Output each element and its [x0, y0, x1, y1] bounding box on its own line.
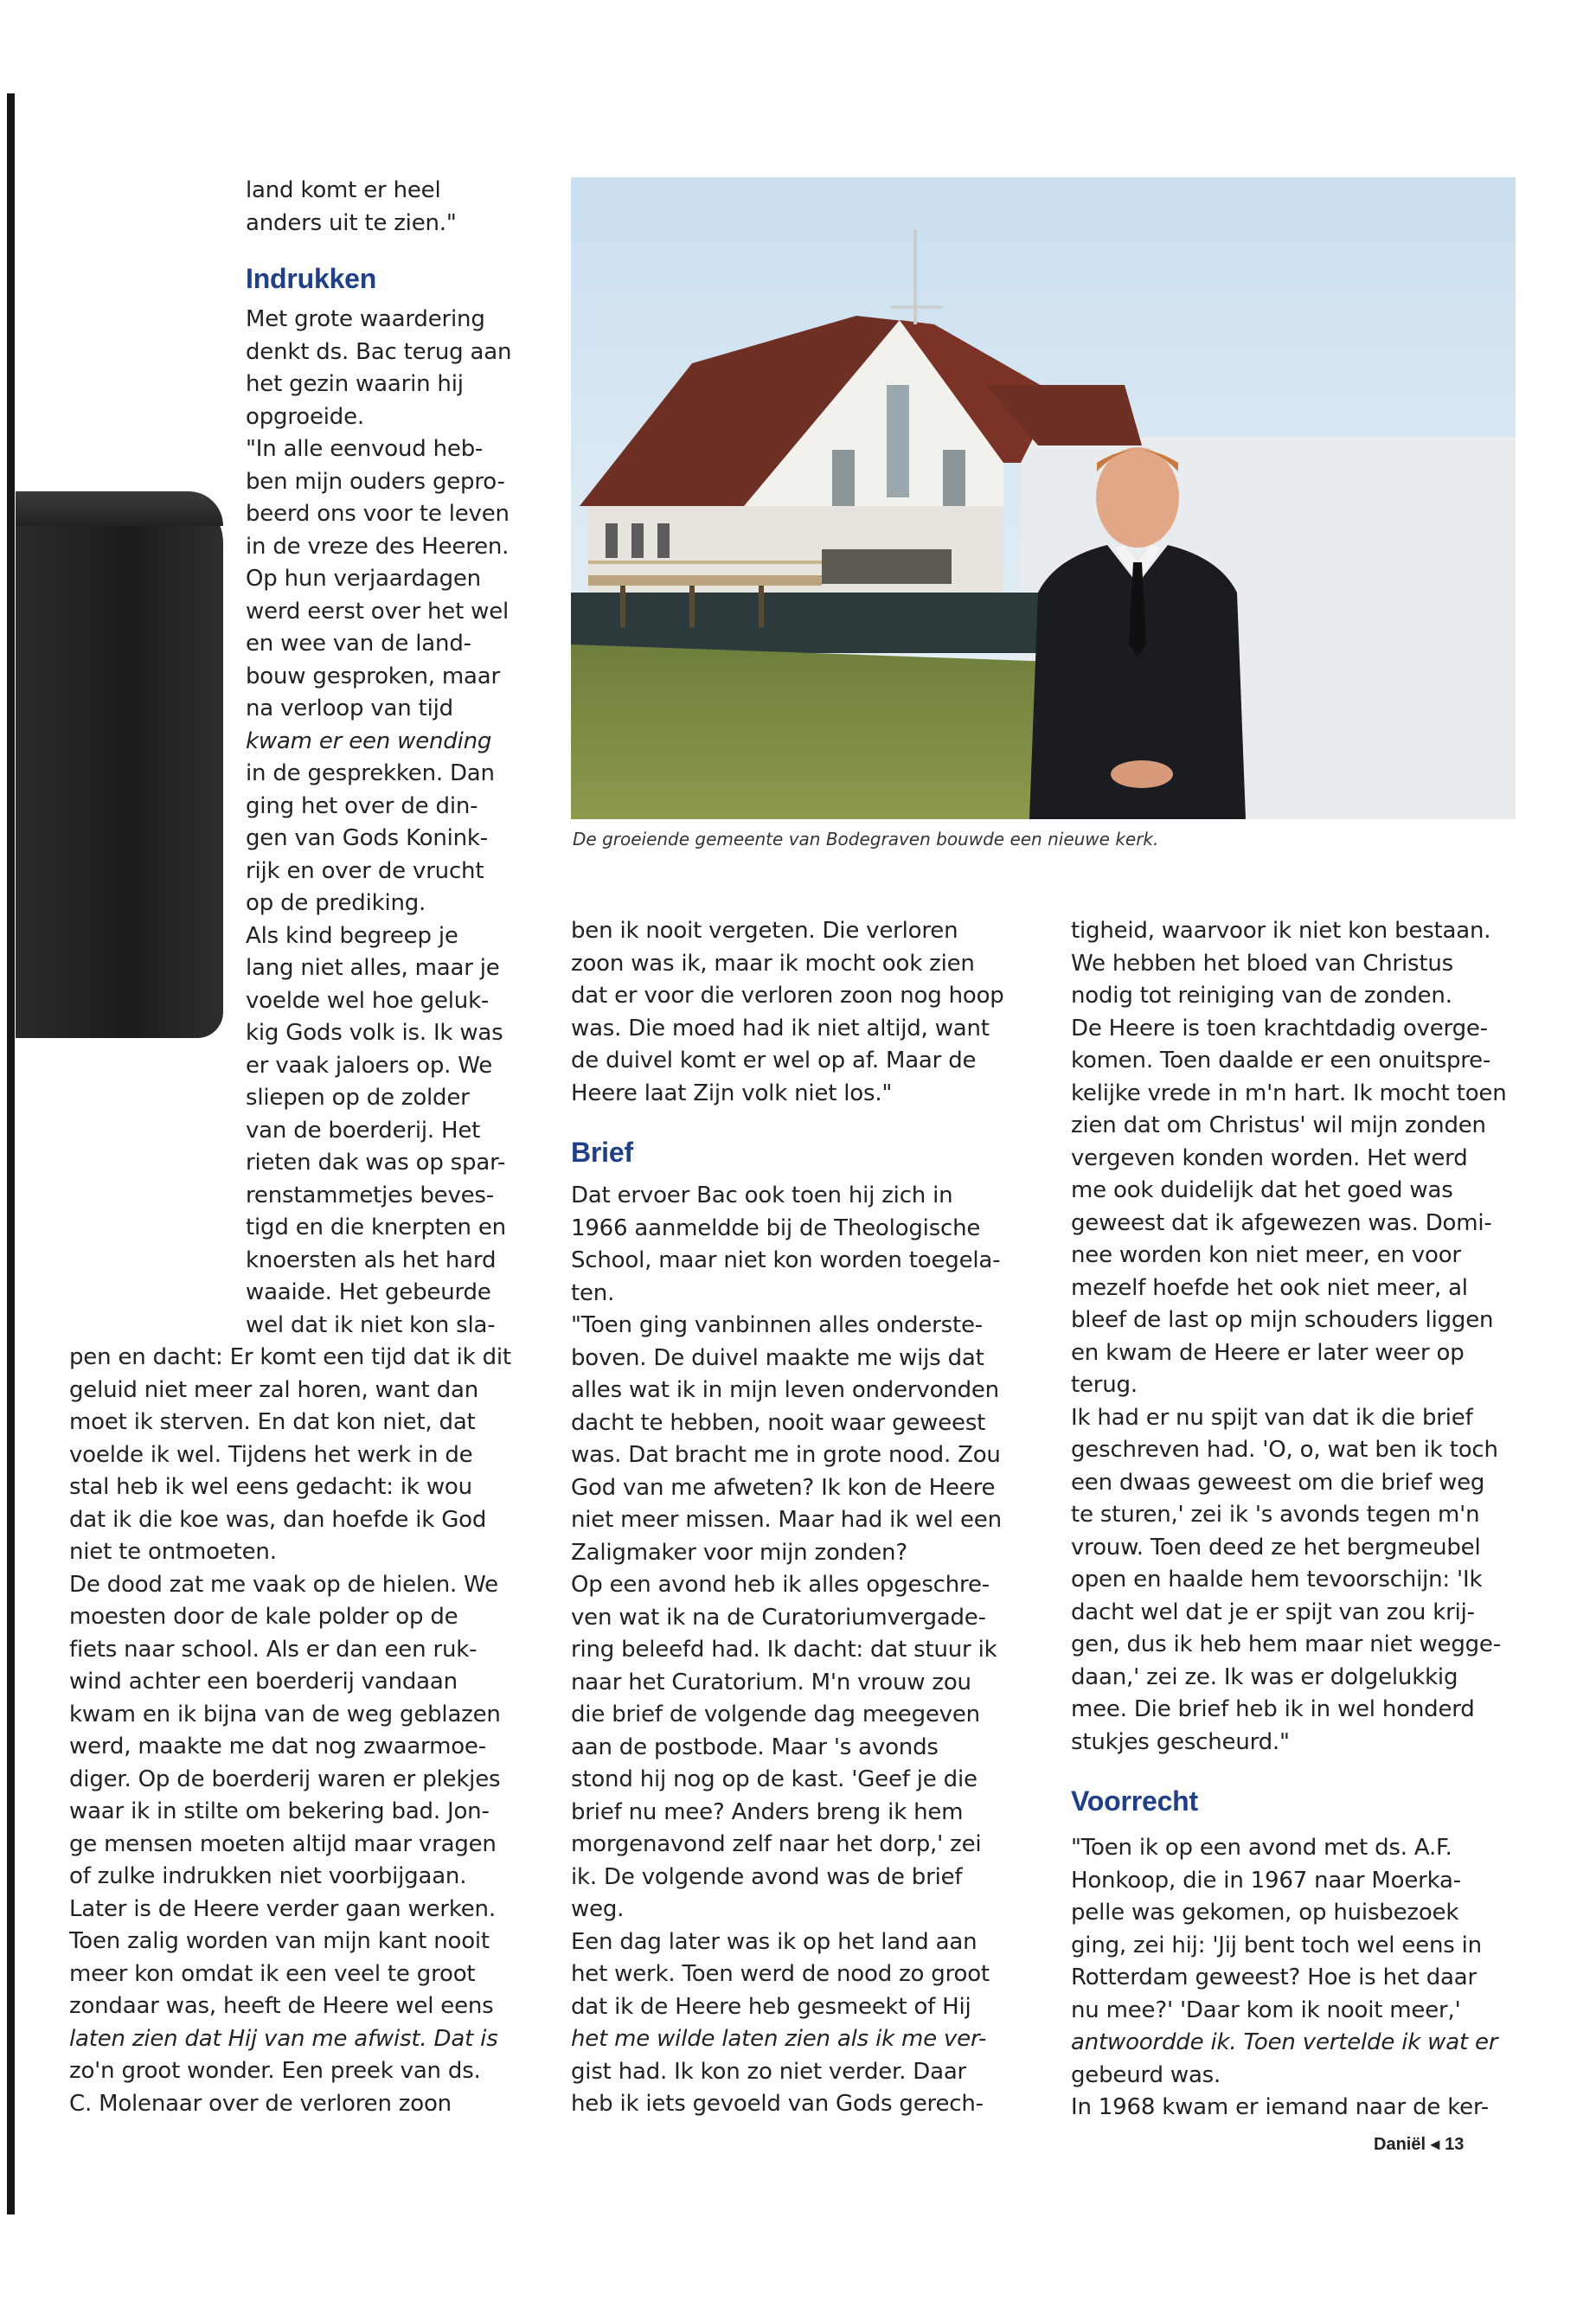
text-line: was. Dat bracht me in grote nood. Zou	[571, 1442, 1001, 1468]
text-line: dat ik de Heere heb gesmeekt of Hij	[571, 1993, 971, 2020]
page-edge-bar	[7, 93, 15, 2214]
text-line: dacht wel dat je er spijt van zou krij-	[1071, 1599, 1475, 1625]
text-line: gen, dus ik heb hem maar niet wegge-	[1071, 1631, 1501, 1657]
text-line: ben mijn ouders gepro-	[246, 468, 505, 495]
text-line: denkt ds. Bac terug aan	[246, 338, 512, 365]
text-line: Als kind begreep je	[246, 922, 458, 949]
text-line: die brief de volgende dag meegeven	[571, 1702, 980, 1727]
text-line: Ik had er nu spijt van dat ik die brief	[1071, 1404, 1473, 1431]
text-line: zo'n groot wonder. Een preek van ds.	[69, 2058, 481, 2084]
text-line: te sturen,' zei ik 's avonds tegen m'n	[1071, 1502, 1480, 1528]
text-line: de duivel komt er wel op af. Maar de	[571, 1048, 977, 1074]
text-line: mezelf hoefde het ook niet meer, al	[1071, 1274, 1468, 1301]
text-line: ging, zei hij: 'Jij bent toch wel eens in	[1071, 1932, 1482, 1958]
text-line: na verloop van tijd	[246, 695, 453, 721]
text-line: in de gesprekken. Dan	[246, 760, 495, 786]
text-line: God van me afweten? Ik kon de Heere	[571, 1474, 996, 1501]
text-line: waaide. Het gebeurde	[246, 1279, 491, 1305]
text-line: beerd ons voor te leven	[246, 501, 510, 527]
text-line: Later is de Heere verder gaan werken.	[69, 1895, 496, 1922]
text-line: In 1968 kwam er iemand naar de ker-	[1071, 2094, 1489, 2120]
text-line: land komt er heel	[246, 177, 441, 203]
text-line: Dat ervoer Bac ook toen hij zich in	[571, 1183, 953, 1208]
text-line: niet te ontmoeten.	[69, 1539, 277, 1565]
text-line: kig Gods volk is. Ik was	[246, 1020, 503, 1046]
text-line: geschreven had. 'O, o, wat ben ik toch	[1071, 1437, 1498, 1463]
text-line: laten zien dat Hij van me afwist. Dat is	[69, 2025, 498, 2052]
text-line: het werk. Toen werd de nood zo groot	[571, 1961, 990, 1987]
text-line: De dood zat me vaak op de hielen. We	[69, 1571, 498, 1598]
text-line: weg.	[571, 1896, 625, 1922]
text-line: renstammetjes beves-	[246, 1182, 494, 1208]
text-line: kwam en ik bijna van de weg geblazen	[69, 1701, 501, 1727]
text-line: heb ik iets gevoeld van Gods gerech-	[571, 2091, 984, 2117]
text-line: vergeven konden worden. Het werd	[1071, 1144, 1468, 1171]
text-line: 1966 aanmeldde bij de Theologische	[571, 1215, 981, 1241]
text-line: ben ik nooit vergeten. Die verloren	[571, 918, 958, 944]
text-line: "In alle eenvoud heb-	[246, 436, 484, 462]
text-line: gen van Gods Konink-	[246, 825, 488, 851]
text-line: "Toen ik op een avond met ds. A.F.	[1071, 1835, 1452, 1861]
text-line: ging het over de din-	[246, 792, 478, 819]
text-line: Rotterdam geweest? Hoe is het daar	[1071, 1965, 1477, 1990]
text-line: of zulke indrukken niet voorbijgaan.	[69, 1863, 467, 1889]
text-line: morgenavond zelf naar het dorp,' zei	[571, 1831, 982, 1857]
text-line: komen. Toen daalde er een onuitspre-	[1071, 1048, 1491, 1074]
text-line: er vaak jaloers op. We	[246, 1052, 493, 1079]
text-line: aan de postbode. Maar 's avonds	[571, 1734, 939, 1760]
photo-caption: De groeiende gemeente van Bodegraven bouwde een nieuwe kerk.	[573, 829, 1159, 849]
text-line: geweest dat ik afgewezen was. Domi-	[1071, 1209, 1492, 1236]
text-line: wel dat ik niet kon sla-	[246, 1311, 496, 1338]
magazine-name: Daniël	[1374, 2135, 1426, 2154]
text-line: ik. De volgende avond was de brief	[571, 1863, 963, 1890]
text-line: open en haalde hem tevoorschijn: 'Ik	[1071, 1567, 1483, 1593]
text-line: De Heere is toen krachtdadig overge-	[1071, 1015, 1488, 1042]
left-column-intro	[246, 175, 540, 240]
text-line: rieten dak was op spar-	[246, 1150, 506, 1176]
right-heading-block	[1071, 1782, 1198, 1820]
middle-column-top	[571, 915, 1029, 1110]
left-heading-block	[246, 260, 376, 298]
page-footer	[1374, 2133, 1464, 2155]
text-line: Zaligmaker voor mijn zonden?	[571, 1539, 907, 1566]
text-line: moesten door de kale polder op de	[69, 1604, 458, 1630]
text-line: opgroeide.	[246, 403, 364, 430]
text-line: pelle was gekomen, op huisbezoek	[1071, 1900, 1459, 1926]
text-line: nodig tot reiniging van de zonden.	[1071, 983, 1452, 1009]
text-line: ring beleefd had. Ik dacht: dat stuur ik	[571, 1637, 997, 1663]
text-line: pen en dacht: Er komt een tijd dat ik dit	[69, 1344, 511, 1370]
text-line: brief nu mee? Anders breng ik hem	[571, 1798, 964, 1825]
text-line: daan,' zei ze. Ik was er dolgelukkig	[1071, 1663, 1458, 1690]
text-line: niet meer missen. Maar had ik wel een	[571, 1507, 1002, 1533]
text-line: Op hun verjaardagen	[246, 566, 481, 592]
text-line: me ook duidelijk dat het goed was	[1071, 1177, 1453, 1203]
right-column-body	[1071, 1832, 1529, 2125]
text-line: was. Die moed had ik niet altijd, want	[571, 1015, 990, 1042]
text-line: moet ik sterven. En dat kon niet, dat	[69, 1409, 476, 1435]
text-line: dacht te hebben, nooit waar geweest	[571, 1409, 986, 1436]
text-line: lang niet alles, maar je	[246, 955, 500, 981]
text-line: een dwaas geweest om die brief weg	[1071, 1469, 1485, 1496]
text-line: Met grote waardering	[246, 306, 485, 332]
text-line: C. Molenaar over de verloren zoon	[69, 2090, 452, 2117]
text-line: fiets naar school. Als er dan een ruk-	[69, 1636, 478, 1663]
text-line: tigd en die knerpten en	[246, 1215, 506, 1240]
text-line: en kwam de Heere er later weer op	[1071, 1339, 1465, 1366]
text-line: nu mee?' 'Daar kom ik nooit meer,'	[1071, 1997, 1461, 2023]
right-column-top	[1071, 915, 1529, 1759]
text-line: rijk en over de vrucht	[246, 857, 484, 884]
text-line: en wee van de land-	[246, 631, 471, 657]
text-line: Toen zalig worden van mijn kant nooit	[69, 1928, 490, 1954]
text-line: waar ik in stilte om bekering bad. Jon-	[69, 1798, 490, 1824]
text-line: Heere laat Zijn volk niet los."	[571, 1080, 893, 1106]
text-line: voelde ik wel. Tijdens het werk in de	[69, 1441, 473, 1468]
text-line: van de boerderij. Het	[246, 1117, 481, 1144]
text-line: stond hij nog op de kast. 'Geef je die	[571, 1766, 977, 1792]
text-line: mee. Die brief heb ik in wel honderd	[1071, 1696, 1475, 1722]
text-line: kwam er een wending	[246, 727, 492, 754]
text-line: Een dag later was ik op het land aan	[571, 1928, 977, 1955]
arrow-icon: ◂	[1431, 2135, 1440, 2154]
text-line: kelijke vrede in m'n hart. Ik mocht toen	[1071, 1080, 1507, 1106]
church-photo	[571, 177, 1516, 819]
text-line: naar het Curatorium. M'n vrouw zou	[571, 1669, 971, 1695]
text-line: knoersten als het hard	[246, 1247, 497, 1273]
text-line: bleef de last op mijn schouders liggen	[1071, 1307, 1494, 1333]
text-line: zoon was ik, maar ik mocht ook zien	[571, 950, 975, 977]
text-line: diger. Op de boerderij waren er plekjes	[69, 1766, 501, 1792]
text-line: ge mensen moeten altijd maar vragen	[69, 1830, 497, 1857]
page-number: 13	[1445, 2135, 1465, 2154]
left-column-wide	[69, 1342, 554, 2120]
text-line: het gezin waarin hij	[246, 371, 464, 397]
text-line: zien dat om Christus' wil mijn zonden	[1071, 1112, 1486, 1138]
text-line: "Toen ging vanbinnen alles onderste-	[571, 1312, 983, 1338]
text-line: ven wat ik na de Curatoriumvergade-	[571, 1604, 986, 1631]
text-line: werd, maakte me dat nog zwaarmoe-	[69, 1734, 486, 1759]
text-line: zondaar was, heeft de Heere wel eens	[69, 1993, 494, 2019]
text-line: anders uit te zien."	[246, 209, 457, 236]
text-line: Honkoop, die in 1967 naar Moerka-	[1071, 1867, 1461, 1894]
text-line: stukjes gescheurd."	[1071, 1728, 1290, 1755]
text-line: gebeurd was.	[1071, 2061, 1221, 2088]
text-line: We hebben het bloed van Christus	[1071, 950, 1453, 977]
text-line: werd eerst over het wel	[246, 598, 510, 625]
text-line: gist had. Ik kon zo niet verder. Daar	[571, 2058, 967, 2085]
church-photo-illustration	[571, 177, 1516, 819]
heading-brief: Brief	[571, 1137, 633, 1168]
heading-voorrecht: Voorrecht	[1071, 1785, 1198, 1817]
text-line: dat ik die koe was, dan hoefde ik God	[69, 1506, 487, 1533]
text-line: School, maar niet kon worden toegela-	[571, 1247, 1001, 1273]
text-line: nee worden kon niet meer, en voor	[1071, 1242, 1461, 1268]
text-line: terug.	[1071, 1372, 1138, 1398]
text-line: dat er voor die verloren zoon nog hoop	[571, 983, 1004, 1009]
text-line: wind achter een boerderij vandaan	[69, 1669, 458, 1695]
text-line: op de prediking.	[246, 890, 426, 916]
text-line: voelde wel hoe geluk-	[246, 987, 490, 1014]
heading-indrukken: Indrukken	[246, 263, 377, 294]
text-line: vrouw. Toen deed ze het bergmeubel	[1071, 1534, 1481, 1561]
text-line: antwoordde ik. Toen vertelde ik wat er	[1071, 2029, 1498, 2055]
text-line: Op een avond heb ik alles opgeschre-	[571, 1572, 990, 1598]
text-line: boven. De duivel maakte me wijs dat	[571, 1344, 984, 1371]
middle-column-body	[571, 1180, 1029, 2121]
left-column-narrow	[246, 304, 540, 1342]
text-line: geluid niet meer zal horen, want dan	[69, 1376, 479, 1403]
text-line: het me wilde laten zien als ik me ver-	[571, 2026, 987, 2052]
portrait-photo-fragment	[16, 491, 223, 1038]
text-line: in de vreze des Heeren.	[246, 533, 510, 560]
text-line: alles wat ik in mijn leven ondervonden	[571, 1377, 999, 1403]
text-line: tigheid, waarvoor ik niet kon bestaan.	[1071, 918, 1491, 944]
text-line: bouw gesproken, maar	[246, 663, 501, 689]
text-line: sliepen op de zolder	[246, 1085, 470, 1111]
text-line: meer kon omdat ik een veel te groot	[69, 1960, 476, 1987]
text-line: ten.	[571, 1279, 615, 1306]
middle-heading-block	[571, 1133, 633, 1171]
text-line: stal heb ik wel eens gedacht: ik wou	[69, 1474, 472, 1500]
